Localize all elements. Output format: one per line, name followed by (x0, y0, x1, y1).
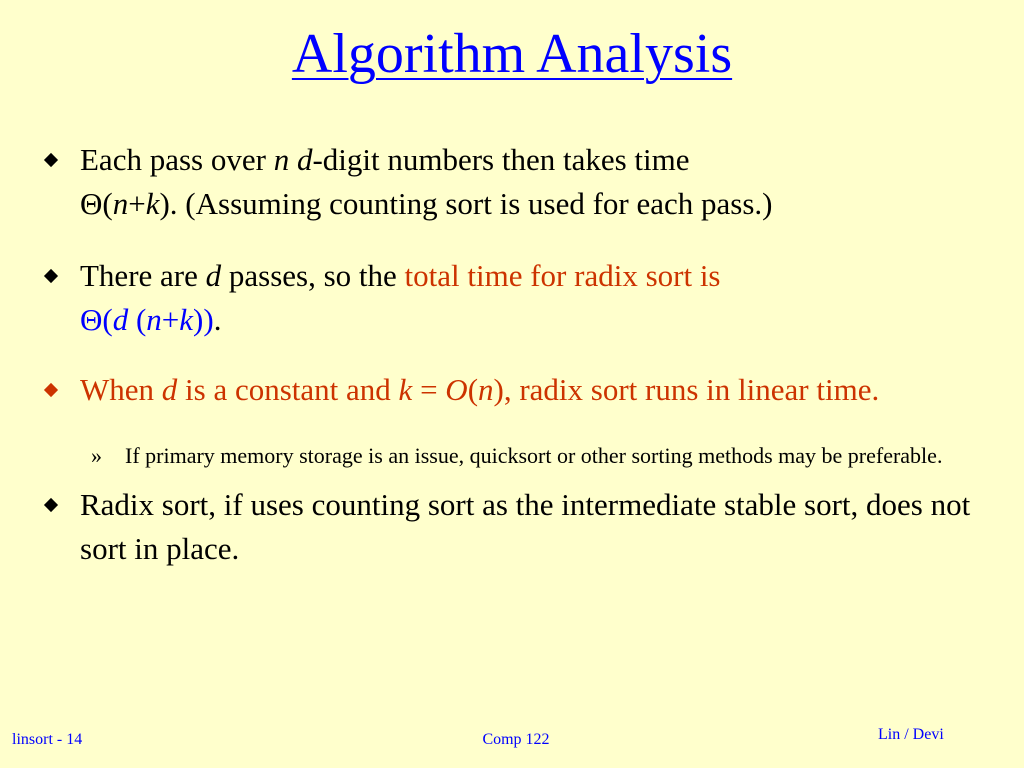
diamond-bullet-icon (44, 498, 58, 512)
emphasis-text: total time for radix sort is (404, 258, 721, 293)
bullet-text: is a constant and (177, 372, 399, 407)
bullet-2 (80, 254, 980, 342)
bullet-text: There are (80, 258, 206, 293)
diamond-bullet-icon (44, 269, 58, 283)
math-variable: n (112, 186, 129, 221)
sub-bullet-text: If primary memory storage is an issue, quicksort or other sorting methods may be preferable. (125, 443, 943, 468)
math-variable: k (398, 372, 413, 407)
footer-course: Comp 122 (482, 731, 550, 748)
bullet-text: ). (Assuming counting sort is used for each pass.) (159, 186, 773, 221)
math-text: Θ( (80, 302, 113, 337)
bullet-1 (80, 138, 980, 226)
bullet-4 (80, 483, 980, 571)
math-text: )) (193, 302, 214, 337)
bullet-text (289, 142, 297, 177)
bullet-text: ( (467, 372, 479, 407)
bullet-3 (80, 368, 980, 412)
diamond-bullet-icon (44, 153, 58, 167)
diamond-bullet-icon (44, 383, 58, 397)
math-variable: d (296, 142, 313, 177)
bullet-text: Radix sort, if uses counting sort as the intermediate stable sort, does not sort in place. (80, 487, 971, 566)
bullet-text: -digit numbers then takes time (312, 142, 690, 177)
bullet-text: = (412, 372, 446, 407)
math-variable: d (112, 302, 129, 337)
math-variable: d (205, 258, 222, 293)
bullet-text: passes, so the (221, 258, 405, 293)
math-text: + (161, 302, 180, 337)
complexity-expression (80, 302, 214, 337)
math-variable: d (161, 372, 178, 407)
chevron-bullet-icon: » (91, 443, 102, 468)
bullet-text: . (213, 302, 222, 337)
math-variable: n (273, 142, 290, 177)
sub-bullet (91, 440, 985, 471)
bullet-text: When (80, 372, 162, 407)
bullet-text: Θ( (80, 186, 113, 221)
slide-title (0, 18, 1024, 90)
bullet-text: Each pass over (80, 142, 274, 177)
bullet-text: ), radix sort runs in linear time. (493, 372, 880, 407)
math-variable: O (445, 372, 468, 407)
math-variable: n (478, 372, 494, 407)
math-variable: n (146, 302, 162, 337)
slide-title-text: Algorithm Analysis (291, 23, 733, 85)
footer-slide-number: linsort - 14 (12, 731, 83, 748)
math-text: ( (128, 302, 147, 337)
math-variable: k (179, 302, 194, 337)
footer-authors: Lin / Devi (878, 726, 944, 743)
math-variable: k (145, 186, 160, 221)
bullet-text: + (128, 186, 146, 221)
